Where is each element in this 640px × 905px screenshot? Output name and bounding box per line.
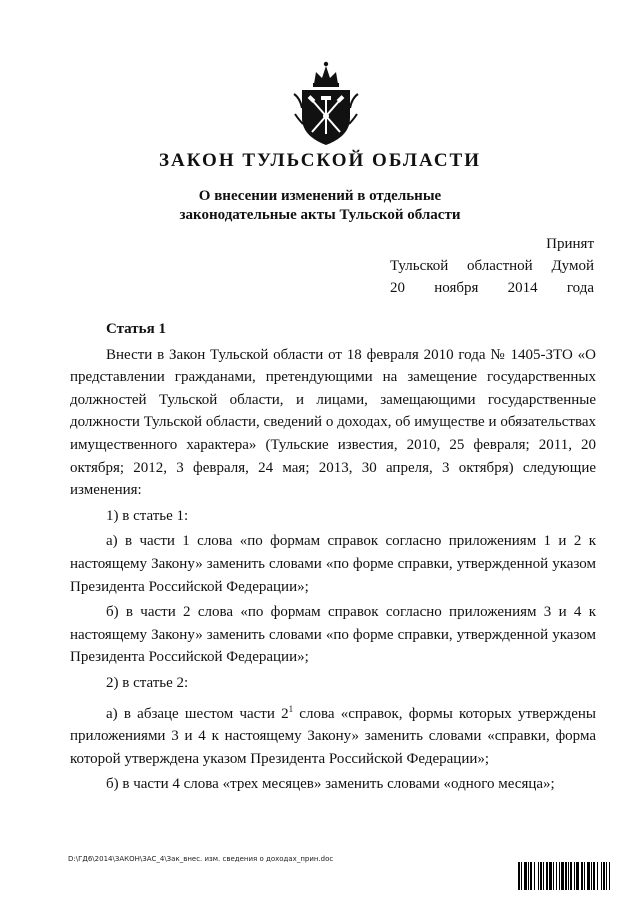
barcode-bar	[521, 862, 522, 890]
barcode-icon	[518, 862, 610, 890]
subtitle-line-1: О внесении изменений в отдельные	[198, 188, 442, 204]
adopted-label: Принят	[546, 236, 594, 252]
barcode-bar	[581, 862, 583, 890]
document-body	[70, 318, 596, 796]
subtitle-line-2: законодательные акты Тульской области	[179, 207, 461, 223]
barcode-bar	[556, 862, 557, 890]
paragraph-item-1: 1) в статье 1:	[106, 507, 189, 524]
barcode-bar	[559, 862, 560, 890]
article-heading: Статья 1	[106, 321, 166, 337]
superscript-one: 1	[288, 703, 294, 714]
barcode-bar	[538, 862, 539, 890]
barcode-bar	[565, 862, 567, 890]
document-subtitle	[0, 187, 640, 225]
paragraph-item-2: 2) в статье 2:	[106, 674, 189, 691]
barcode-bar	[593, 862, 595, 890]
adopted-date-row	[390, 277, 594, 299]
adopted-by-word-2: областной	[467, 258, 533, 274]
adopted-by-word-1: Тульской	[390, 258, 449, 274]
barcode-bar	[584, 862, 585, 890]
document-title: ЗАКОН ТУЛЬСКОЙ ОБЛАСТИ	[158, 150, 482, 171]
barcode-bar	[518, 862, 520, 890]
barcode-bar	[530, 862, 532, 890]
tula-coat-of-arms-icon	[292, 58, 360, 148]
file-path-footer: D:\ГД6\2014\ЗАКОН\ЗАС_4\Зак_внес. изм. сведения о доходах_прин.doc	[68, 855, 334, 863]
barcode-bar	[603, 862, 605, 890]
barcode-bar	[609, 862, 610, 890]
barcode-bar	[528, 862, 529, 890]
barcode-bar	[606, 862, 607, 890]
adopted-by-row	[390, 255, 594, 277]
barcode-bar	[574, 862, 575, 890]
barcode-bar	[546, 862, 548, 890]
barcode-bar	[540, 862, 542, 890]
adopted-year: 2014	[507, 280, 538, 296]
adopted-year-word: года	[566, 280, 594, 296]
paragraph-item-1a: а) в части 1 слова «по формам справок согласно приложениям 1 и 2 к настоящему Закону» заменить словами «по форме справки, утвержденной указом Президента Российской Федерации»;	[70, 533, 596, 595]
barcode-bar	[591, 862, 592, 890]
paragraph-item-2a	[70, 698, 596, 771]
barcode-bar	[553, 862, 554, 890]
barcode-bar	[576, 862, 579, 890]
barcode-bar	[549, 862, 552, 890]
barcode-bar	[587, 862, 590, 890]
barcode-bar	[534, 862, 535, 890]
barcode-bar	[543, 862, 544, 890]
adoption-block	[390, 233, 594, 299]
barcode-bar	[601, 862, 602, 890]
barcode-bar	[561, 862, 564, 890]
barcode-bar	[570, 862, 572, 890]
adopted-day: 20	[390, 280, 405, 296]
adopted-by-word-3: Думой	[551, 258, 594, 274]
paragraph-item-2a-start: а) в абзаце шестом части 2	[106, 705, 289, 722]
paragraph-intro: Внести в Закон Тульской области от 18 февраля 2010 года № 1405-ЗТО «О представлении гражданами, претендующими на замещение государственных должностей Тульской области, и лицами, замещающими государственные должности Тульской области, сведений о доходах, об имуществе и обязательствах имущественного характера» (Тульские известия, 2010, 25 февраля; 2011, 20 октября; 2012, 3 февраля, 24 мая; 2013, 30 апреля, 3 октября) следующие изменения:	[70, 346, 596, 499]
barcode-bar	[524, 862, 527, 890]
paragraph-item-2b: б) в части 4 слова «трех месяцев» заменить словами «одного месяца»;	[106, 776, 555, 793]
barcode-bar	[568, 862, 569, 890]
paragraph-item-1b: б) в части 2 слова «по формам справок согласно приложениям 3 и 4 к настоящему Закону» заменить словами «по форме справки, утвержденной указом Президента Российской Федерации»;	[70, 604, 596, 666]
paragraph-item-2a-end: слова «справок, формы которых утверждены приложениями 3 и 4 к настоящему Закону» заменить словами «справки, форма которой утверждена указом Президента Российской Федерации»;	[70, 705, 596, 767]
barcode-bar	[597, 862, 598, 890]
adopted-month: ноября	[434, 280, 479, 296]
